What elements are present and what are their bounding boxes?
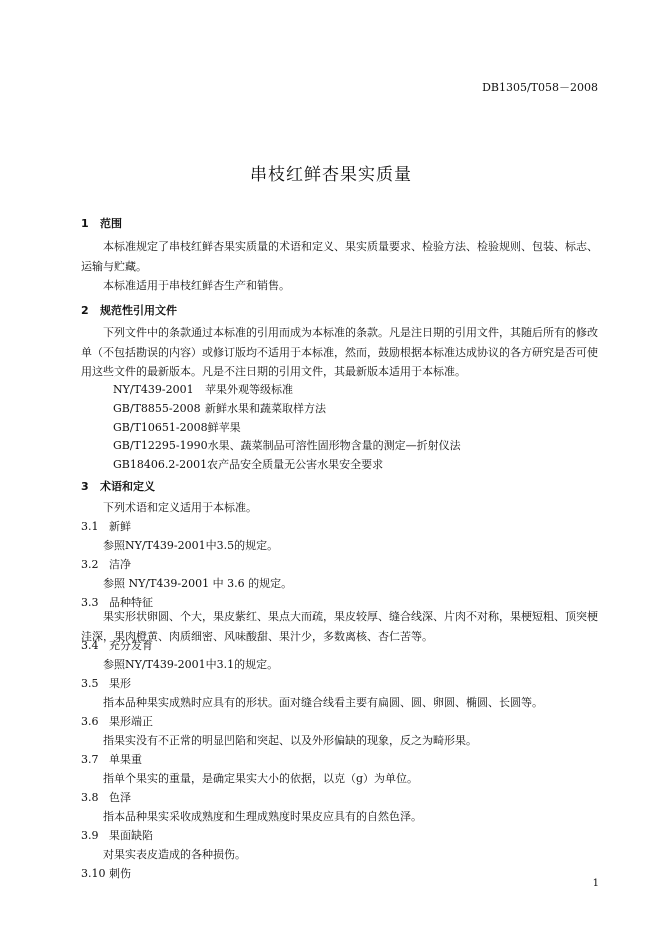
document-title: 串枝红鲜杏果实质量 [250,165,412,185]
scope-text-1: 本标准规定了串枝红鲜杏果实质量的术语和定义、果实质量要求、检验方法、检验规则、包装、标志、运输与贮藏。 [81,240,598,273]
reference-item [113,456,383,472]
term-definition: 指本品种果实采收成熟度和生理成熟度时果皮应具有的自然色泽。 [103,810,422,823]
term-heading [81,637,153,653]
term-heading [81,518,131,534]
section-title: 规范性引用文件 [100,304,177,317]
section-number: 1 [81,217,89,230]
terms-intro: 下列术语和定义适用于本标准。 [103,501,257,514]
term-number: 3.8 [81,791,99,804]
reference-name: 苹果外观等级标准 [205,383,293,396]
term-definition: 参照NY/T439-2001中3.5的规定。 [103,539,279,552]
term-number: 3.9 [81,829,99,842]
term-name: 色泽 [109,791,131,804]
reference-item [113,400,326,416]
term-name: 充分发育 [109,639,153,652]
term-definition [81,607,601,646]
scope-paragraph-1 [81,237,601,276]
reference-name: 新鲜水果和蔬菜取样方法 [205,402,326,415]
normative-intro [81,323,601,382]
term-number: 3.1 [81,520,99,533]
normative-intro-text: 下列文件中的条款通过本标准的引用而成为本标准的条款。凡是注日期的引用文件，其随后所有的修改单（不包括勘误的内容）或修订版均不适用于本标准，然而，鼓励根据本标准达成协议的各方研究是否可使用这些文件的最新版本。凡是不注日期的引用文件，其最新版本适用于本标准。 [81,326,598,378]
term-number: 3.3 [81,596,99,609]
section-title: 术语和定义 [100,480,155,493]
reference-item [113,381,293,397]
reference-code: GB/T8855-2008 [113,402,201,415]
term-name: 果面缺陷 [109,829,153,842]
section-number: 2 [81,304,89,317]
term-heading [81,675,131,691]
term-name: 果形端正 [109,715,153,728]
term-number: 3.6 [81,715,99,728]
term-name: 刺伤 [109,867,131,880]
term-definition: 指果实没有不正常的明显凹陷和突起、以及外形偏缺的现象，反之为畸形果。 [103,734,477,747]
term-heading [81,827,153,843]
term-heading [81,751,142,767]
term-name: 洁净 [109,558,131,571]
term-number: 3.4 [81,639,99,652]
term-definition: 参照NY/T439-2001中3.1的规定。 [103,658,279,671]
reference-code: GB18406.2-2001 [113,458,208,471]
term-heading [81,556,131,572]
term-definition: 指单个果实的重量，是确定果实大小的依据，以克（g）为单位。 [103,772,419,785]
reference-name: 水果、蔬菜制品可溶性固形物含量的测定—折射仪法 [207,439,461,452]
reference-item [113,419,241,435]
section-heading-terms [81,478,155,494]
reference-code: GB/T12295-1990 [113,439,208,452]
document-number: DB1305/T058－2008 [482,81,598,94]
term-number: 3.2 [81,558,99,571]
term-definition: 指本品种果实成熟时应具有的形状。面对缝合线看主要有扁圆、圆、卵圆、椭圆、长圆等。 [103,696,543,709]
reference-name: 鲜苹果 [207,421,241,434]
term-definition: 对果实表皮造成的各种损伤。 [103,848,246,861]
term-number: 3.5 [81,677,99,690]
reference-item [113,437,461,453]
reference-code: NY/T439-2001 [113,383,194,396]
term-name: 单果重 [109,753,142,766]
reference-code: GB/T10651-2008 [113,421,208,434]
term-definition-text: 果实形状卵圆、个大，果皮紫红、果点大而疏，果皮较厚、缝合线深、片肉不对称，果梗短粗、顶突梗洼深，果肉橙黄、肉质细密、风味酸甜、果汁少，多数离核、杏仁苦等。 [81,610,598,643]
section-heading-scope [81,215,122,231]
term-name: 新鲜 [109,520,131,533]
reference-name: 农产品安全质量无公害水果安全要求 [207,458,384,471]
term-name: 品种特征 [109,596,153,609]
term-number: 3.10 [81,867,106,880]
term-heading [81,713,153,729]
section-number: 3 [81,480,89,493]
term-name: 果形 [109,677,131,690]
term-number: 3.7 [81,753,99,766]
term-definition: 参照 NY/T439-2001 中 3.6 的规定。 [103,577,293,590]
term-heading [81,789,131,805]
section-title: 范围 [100,217,122,230]
section-heading-normative [81,302,177,318]
term-heading [81,865,131,881]
page-number: 1 [592,878,599,889]
scope-paragraph-2: 本标准适用于串枝红鲜杏生产和销售。 [103,279,290,292]
